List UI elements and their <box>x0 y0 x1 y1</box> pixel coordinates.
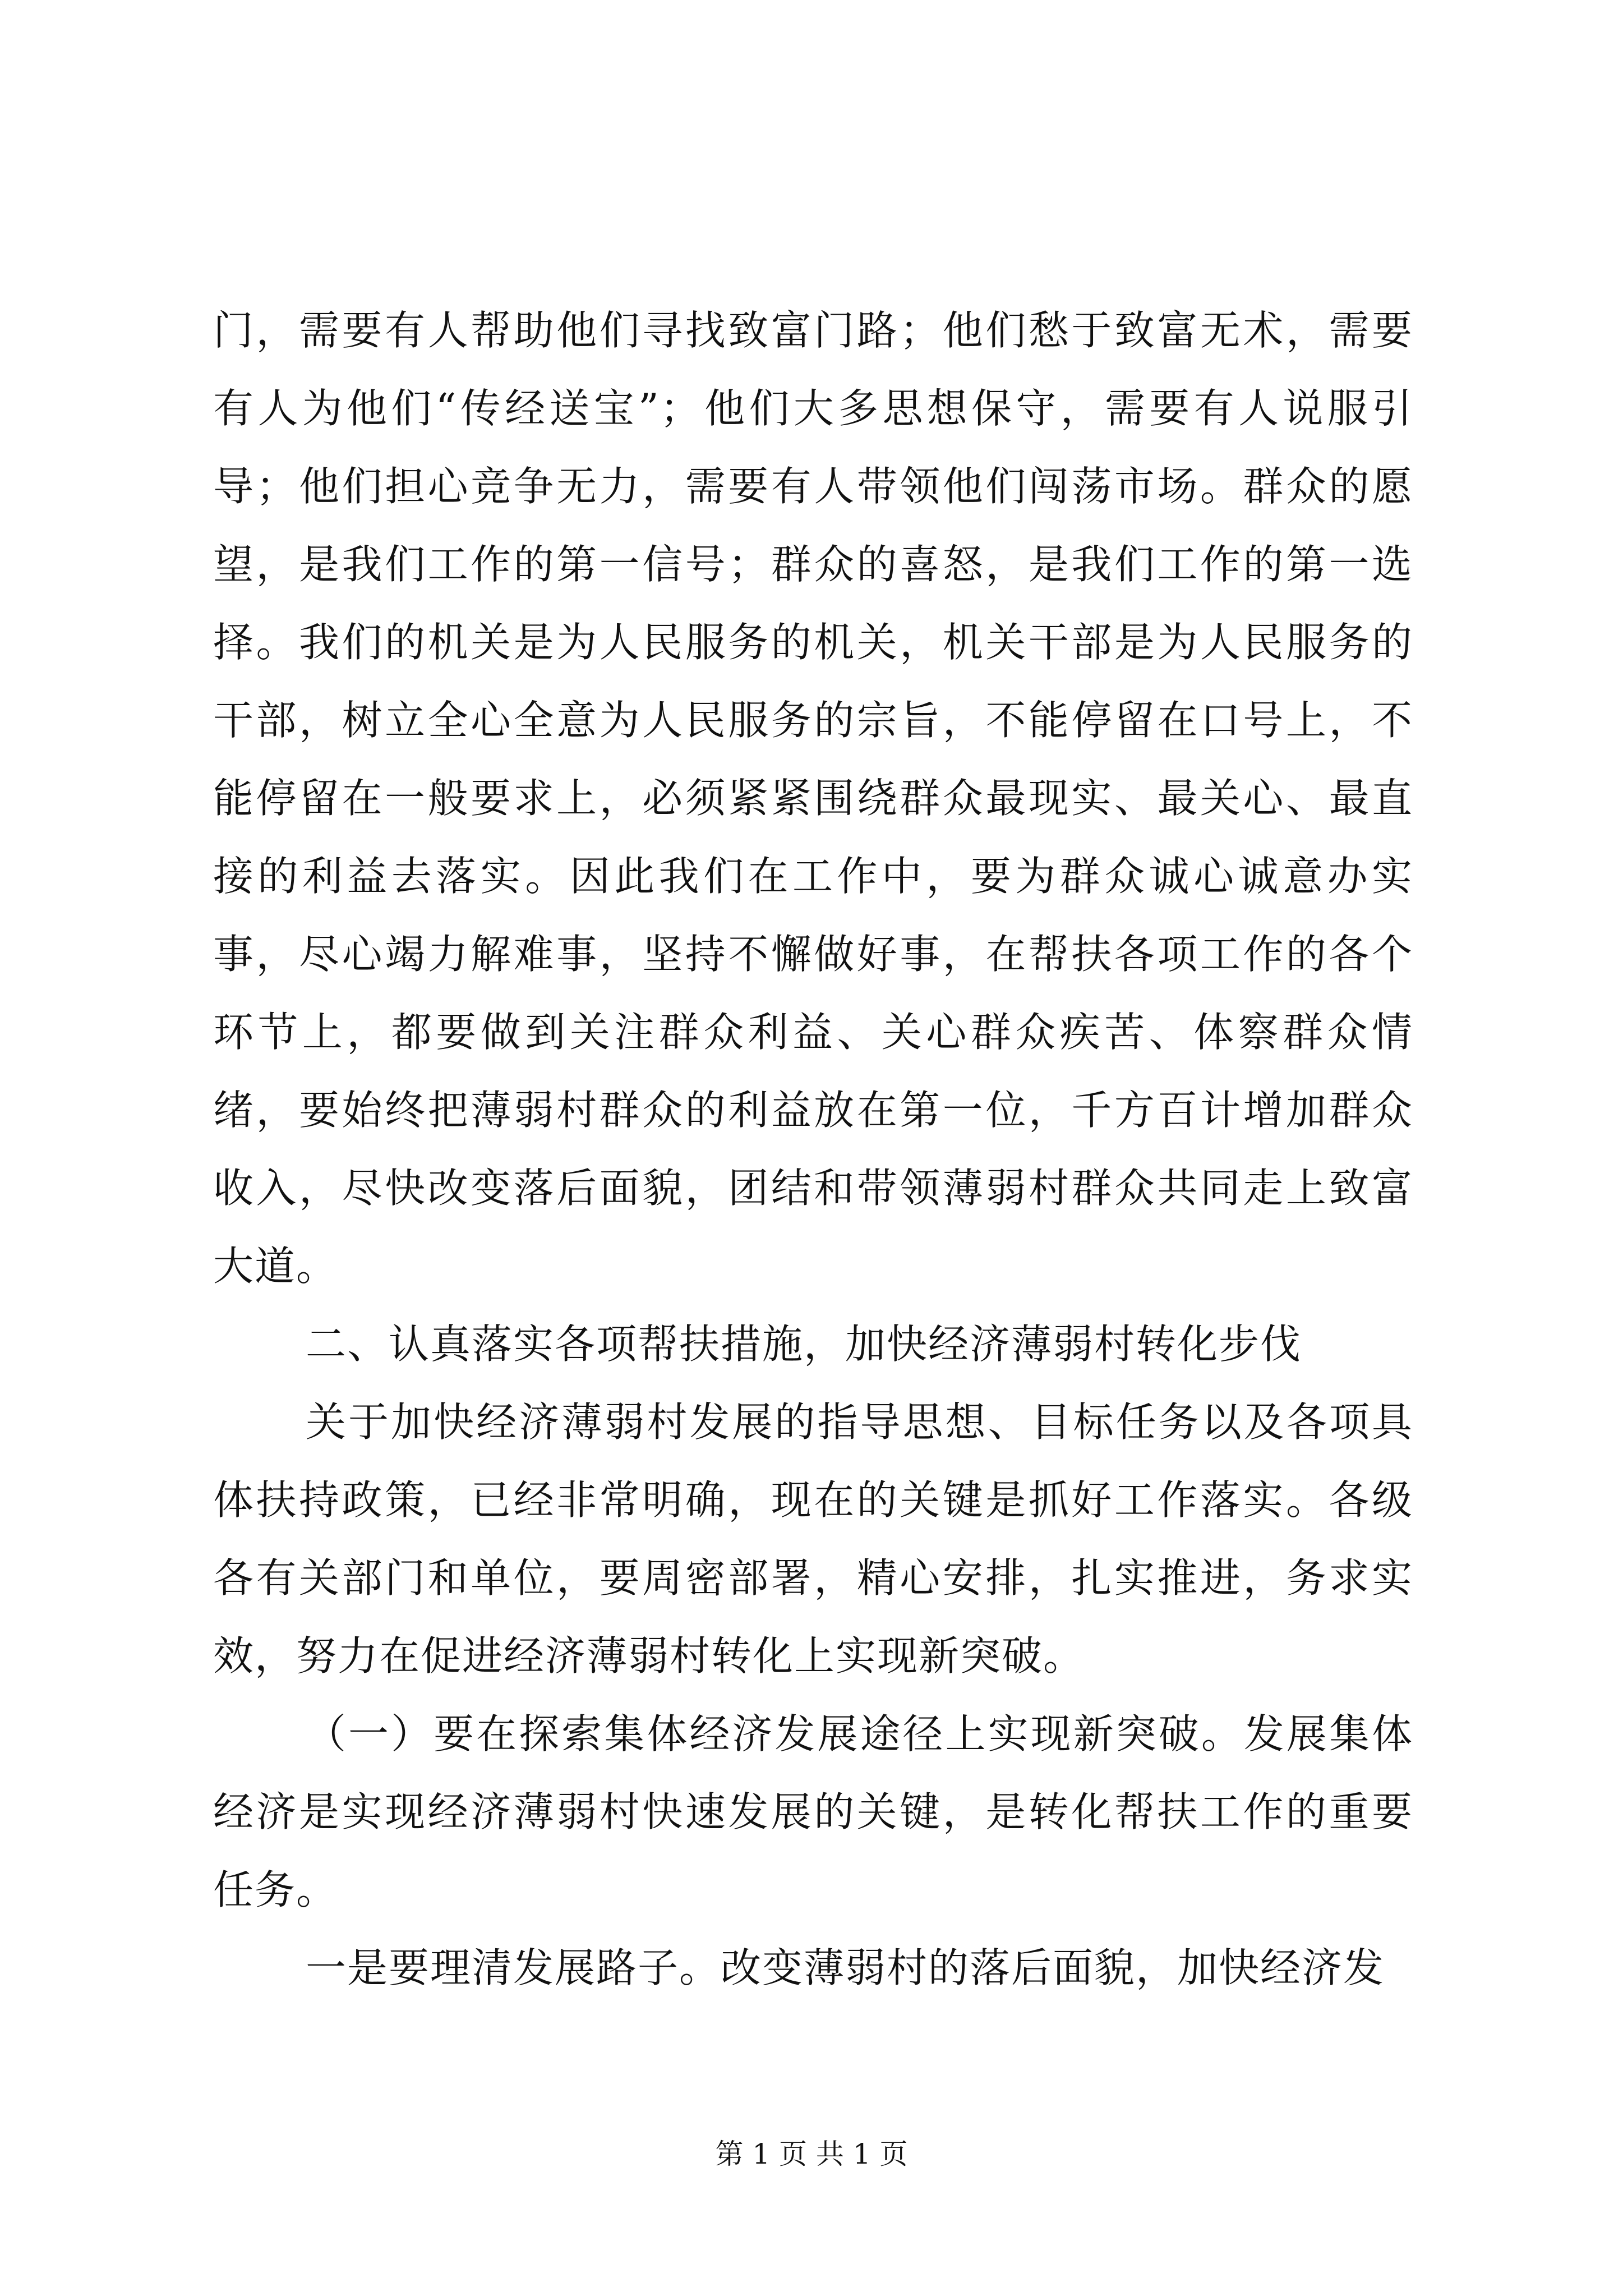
paragraph-1: 门，需要有人帮助他们寻找致富门路；他们愁于致富无术，需要有人为他们“传经送宝”；他们大多思想保守，需要有人说服引导；他们担心竞争无力，需要有人带领他们闯荡市场。群众的愿望，是我们工作的第一信号；群众的喜怒，是我们工作的第一选择。我们的机关是为人民服务的机关，机关干部是为人民服务的干部，树立全心全意为人民服务的宗旨，不能停留在口号上，不能停留在一般要求上，必须紧紧围绕群众最现实、最关心、最直接的利益去落实。因此我们在工作中，要为群众诚心诚意办实事，尽心竭力解难事，坚持不懈做好事，在帮扶各项工作的各个环节上，都要做到关注群众利益、关心群众疾苦、体察群众情绪，要始终把薄弱村群众的利益放在第一位，千方百计增加群众收入，尽快改变落后面貌，团结和带领薄弱村群众共同走上致富大道。 <box>213 307 1413 1290</box>
section-heading: 二、认真落实各项帮扶措施，加快经济薄弱村转化步伐 <box>306 1320 1302 1368</box>
page-footer: 第 1 页 共 1 页 <box>715 2138 908 2170</box>
body-text <box>213 292 1413 2007</box>
paragraph-3: 关于加快经济薄弱村发展的指导思想、目标任务以及各项具体扶持政策，已经非常明确，现在的关键是抓好工作落实。各级各有关部门和单位，要周密部署，精心安排，扎实推进，务求实效，努力在促进经济薄弱村转化上实现新突破。 <box>213 1398 1413 1680</box>
paragraph-4: （一）要在探索集体经济发展途径上实现新突破。发展集体经济是实现经济薄弱村快速发展的关键，是转化帮扶工作的重要任务。 <box>213 1710 1413 1913</box>
paragraph-5: 一是要理清发展路子。改变薄弱村的落后面貌，加快经济发 <box>306 1944 1385 1991</box>
